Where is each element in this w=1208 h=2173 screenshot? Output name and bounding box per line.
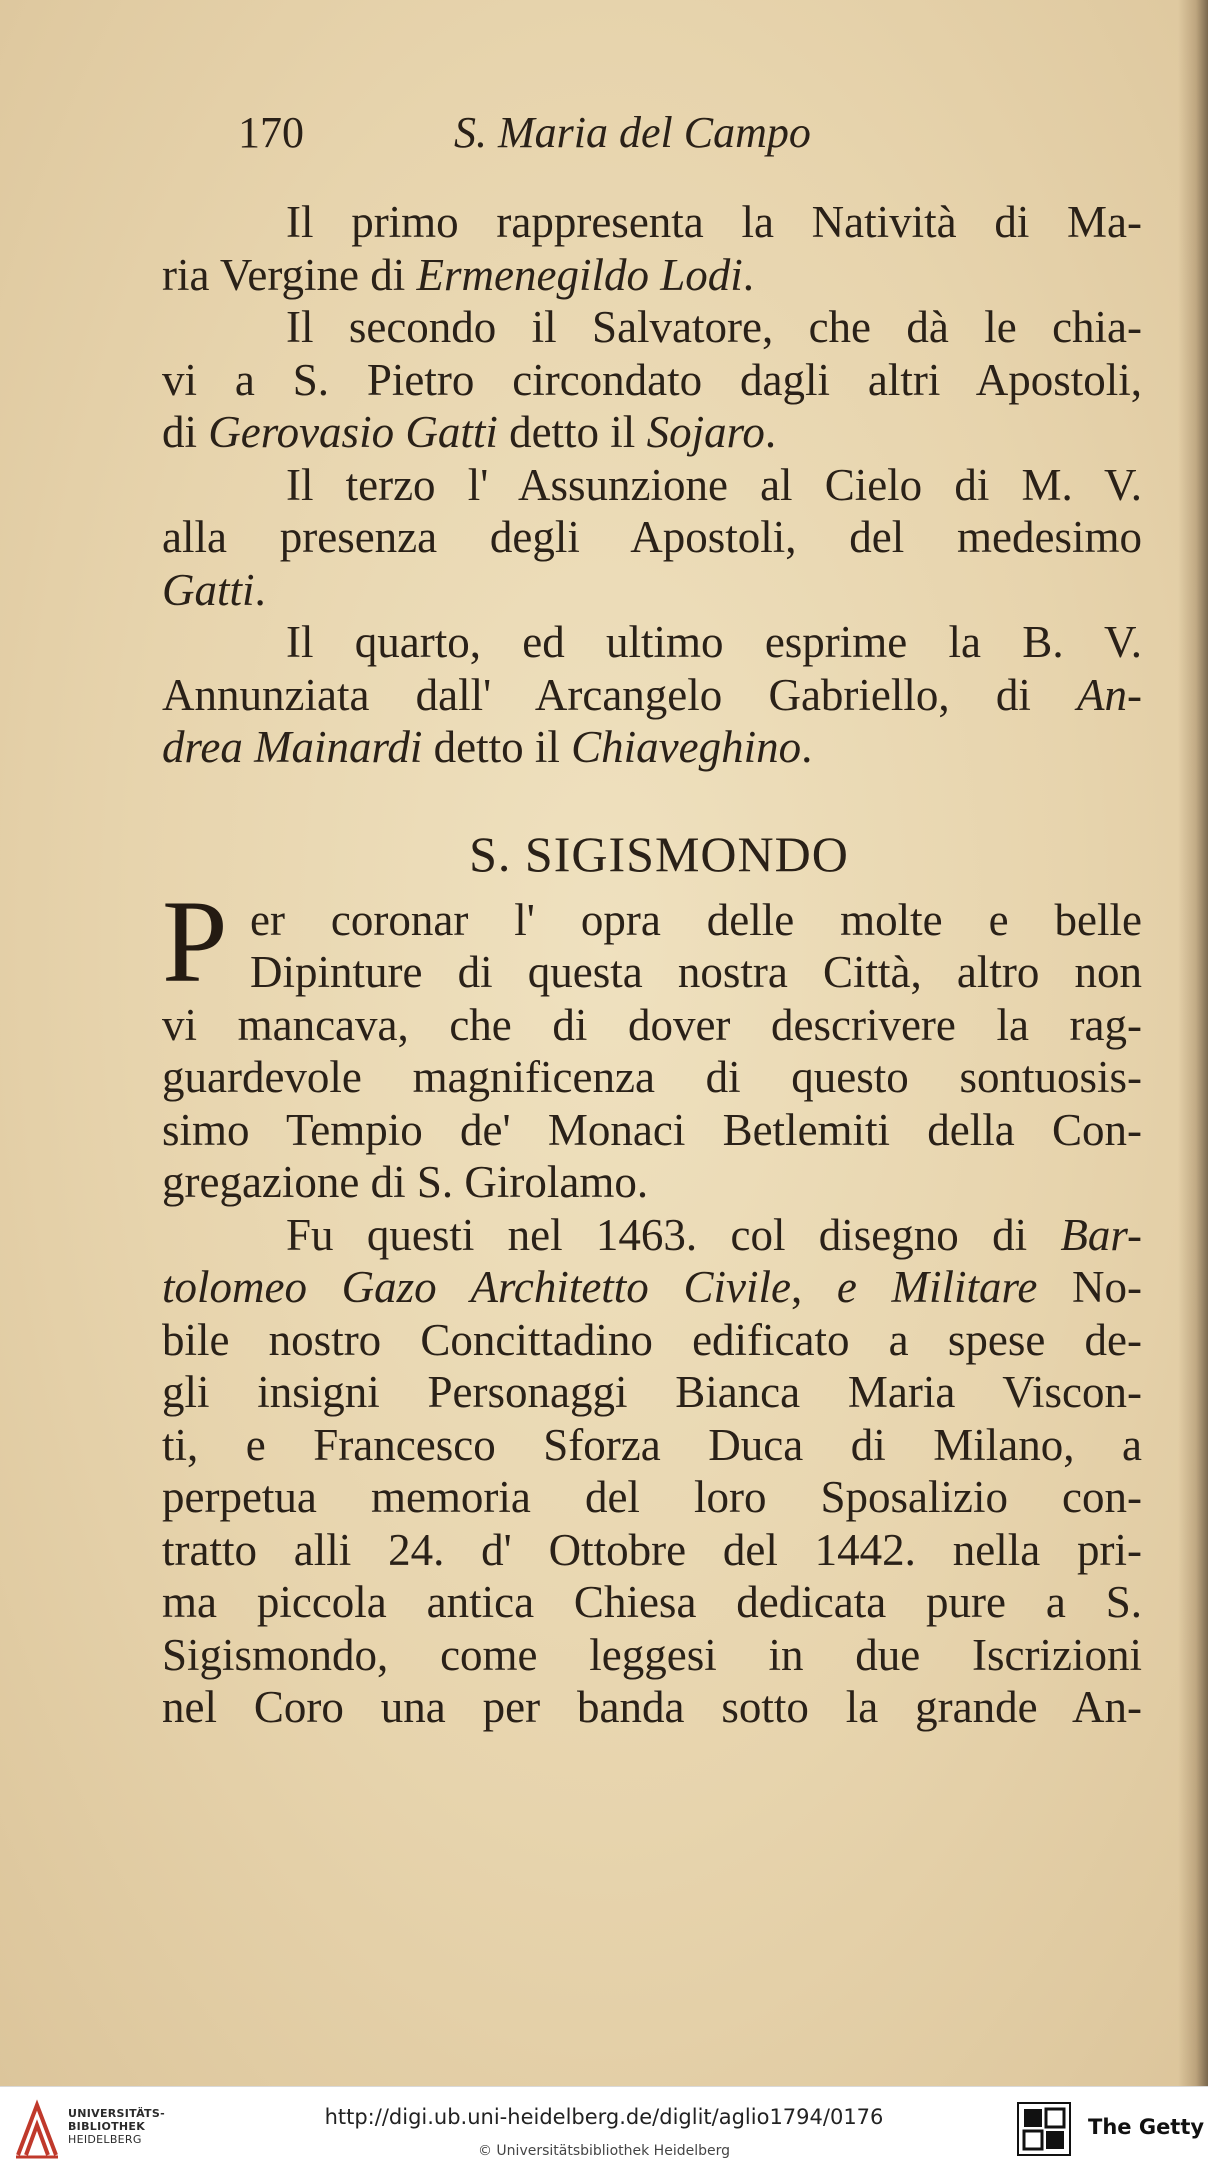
- architect-name: Bar-: [1060, 1209, 1142, 1260]
- architect-name: tolomeo Gazo Architetto Civile: [162, 1262, 791, 1312]
- text-line: ria Vergine di Ermenegildo Lodi.: [162, 249, 755, 300]
- library-name: UNIVERSITÄTS- BIBLIOTHEK HEIDELBERG: [68, 2107, 165, 2146]
- text-line: Il secondo il Salvatore, che dà le chia-: [286, 302, 1142, 352]
- text-line: di Gerovasio Gatti detto il Sojaro.: [162, 407, 777, 457]
- text-line: guardevole magnificenza di questo sontuosis-: [162, 1052, 1142, 1102]
- text-line: Il terzo l' Assunzione al Cielo di M. V.: [286, 459, 1142, 510]
- text-line: Il primo rappresenta la Natività di Ma-: [286, 197, 1142, 247]
- text-line: gli insigni Personaggi Bianca Maria Viscon-: [162, 1367, 1142, 1417]
- text-line: vi a S. Pietro circondato dagli altri Apostoli,: [162, 354, 1142, 405]
- text-line: vi mancava, che di dover descrivere la rag-: [162, 999, 1142, 1050]
- painter-name: An-: [1077, 669, 1142, 720]
- text-line: ma piccola antica Chiesa dedicata pure a S.: [162, 1577, 1142, 1627]
- text-line: gregazione di S. Girolamo.: [162, 1157, 649, 1207]
- section-title: S. SIGISMONDO: [469, 825, 849, 882]
- text-line: Sigismondo, come leggesi in due Iscrizioni: [162, 1629, 1142, 1680]
- text-line: Il quarto, ed ultimo esprime la B. V.: [286, 617, 1142, 667]
- text-line: alla presenza degli Apostoli, del medesimo: [162, 512, 1142, 562]
- text-line: drea Mainardi detto il Chiaveghino.: [162, 722, 813, 772]
- architect-title: e Militare: [836, 1262, 1038, 1312]
- painter-nickname: Chiaveghino: [571, 722, 802, 772]
- text-line: Gatti.: [162, 564, 266, 615]
- text-line: ti, e Francesco Sforza Duca di Milano, a: [162, 1419, 1142, 1470]
- body-text: [162, 196, 1142, 1734]
- text-line: Dipinture di questa nostra Città, altro non: [250, 947, 1142, 997]
- painter-name: Gerovasio Gatti: [208, 407, 498, 457]
- running-title: S. Maria del Campo: [454, 108, 811, 157]
- painter-name: Gatti: [162, 564, 255, 615]
- page-gutter-shadow: [1178, 0, 1208, 2086]
- text-line: tratto alli 24. d' Ottobre del 1442. nella pri-: [162, 1524, 1142, 1575]
- text-line: nel Coro una per banda sotto la grande An-: [162, 1682, 1142, 1732]
- painter-name: drea Mainardi: [162, 722, 423, 772]
- page-number: 170: [238, 108, 304, 157]
- text-line: Fu questi nel 1463. col disegno di Bar-: [286, 1209, 1142, 1260]
- permalink-url[interactable]: http://digi.ub.uni-heidelberg.de/diglit/aglio1794/0176: [324, 2105, 884, 2129]
- text-line: tolomeo Gazo Architetto Civile, e Militare No-: [162, 1262, 1142, 1312]
- painter-nickname: Sojaro: [646, 407, 765, 457]
- text-line: simo Tempio de' Monaci Betlemiti della Con-: [162, 1104, 1142, 1155]
- running-header: [238, 108, 888, 158]
- viewer-footer: [0, 2086, 1208, 2173]
- getty-logo-icon: [1016, 2101, 1072, 2157]
- text-line: Annunziata dall' Arcangelo Gabriello, di An-: [162, 669, 1142, 720]
- text-line: er coronar l' opra delle molte e belle: [250, 894, 1142, 945]
- drop-cap: P: [162, 875, 228, 1007]
- getty-label: The Getty: [1088, 2115, 1205, 2139]
- dropcap-paragraph: [162, 875, 1142, 1209]
- copyright-notice: © Universitätsbibliothek Heidelberg: [477, 2143, 730, 2159]
- text-line: perpetua memoria del loro Sposalizio con-: [162, 1472, 1142, 1522]
- text-line: bile nostro Concittadino edificato a spese de-: [162, 1314, 1142, 1365]
- painter-name: Ermenegildo Lodi: [416, 249, 743, 300]
